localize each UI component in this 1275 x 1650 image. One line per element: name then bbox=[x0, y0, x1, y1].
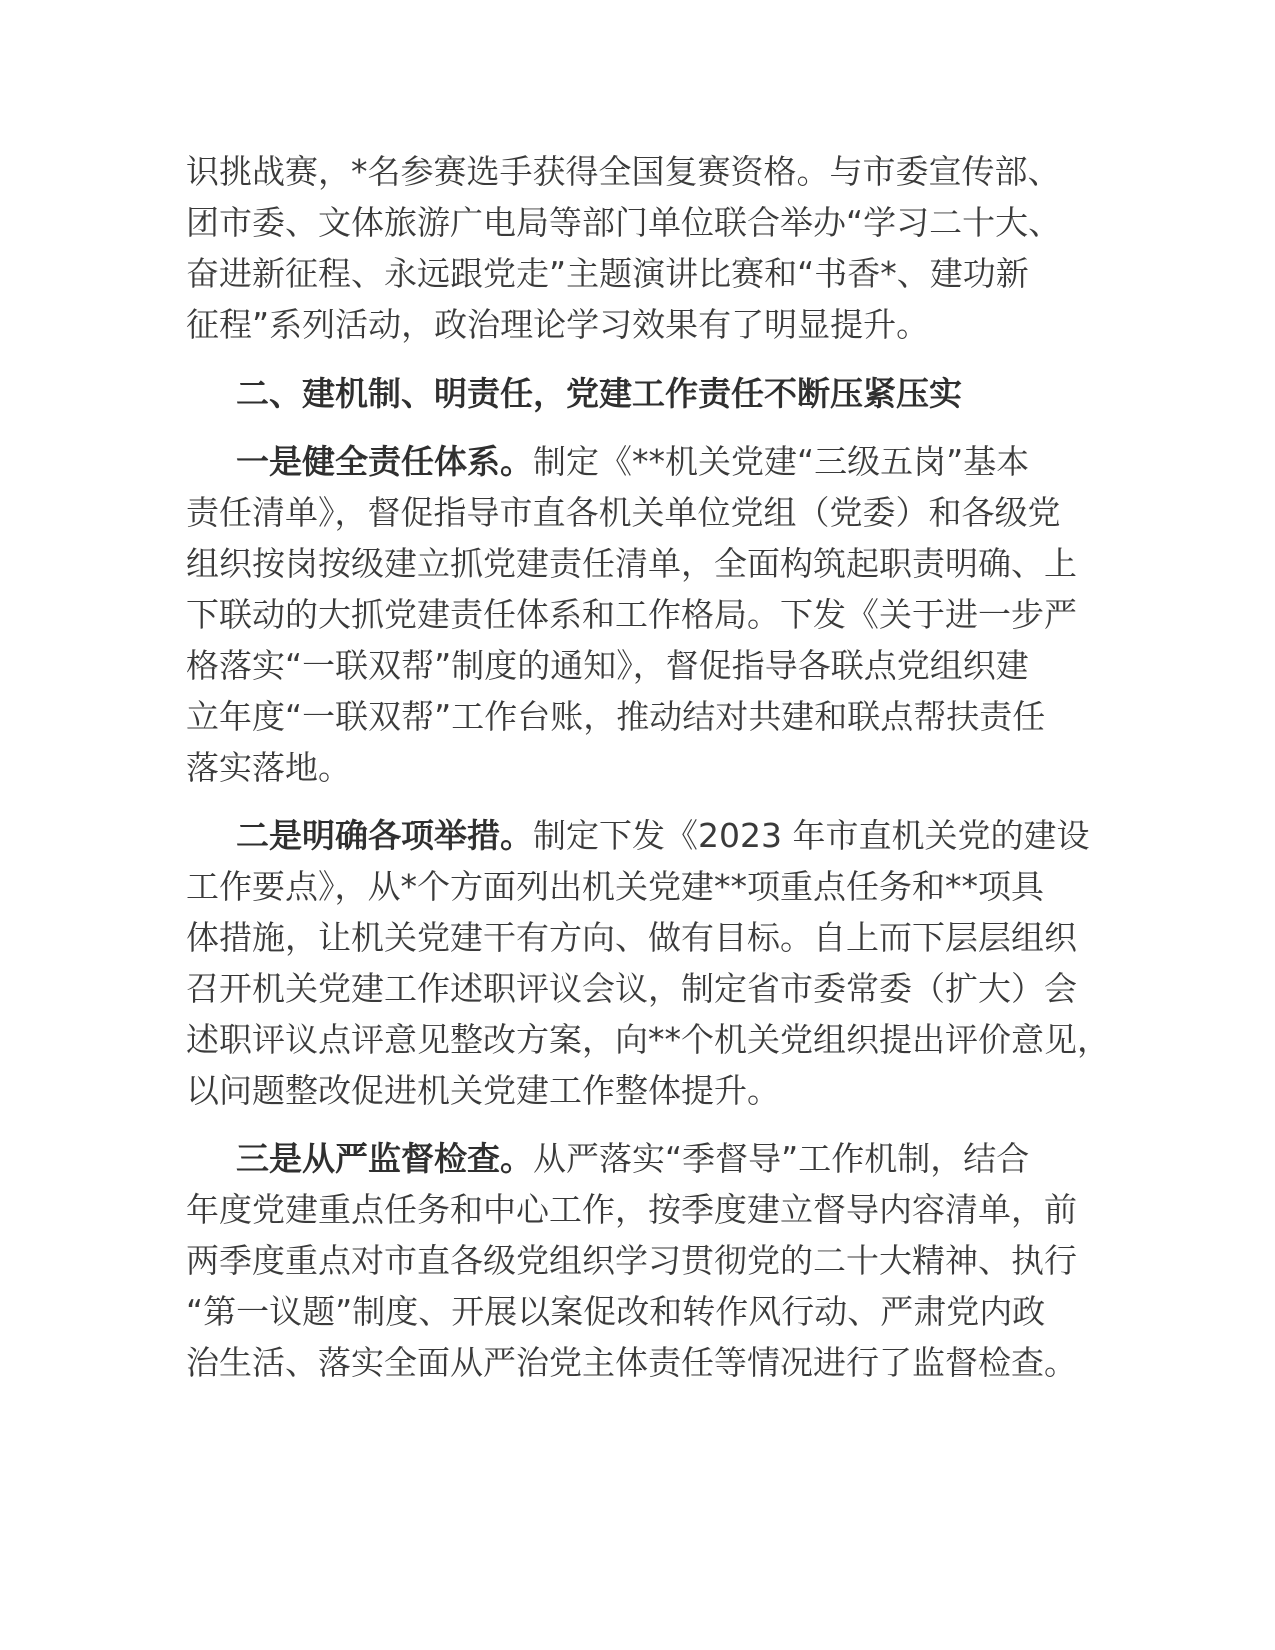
item-1-line: 下联动的大抓党建责任体系和工作格局。下发《关于进一步严 bbox=[186, 595, 1077, 634]
item-1-first-line-text: 制定《**机关党建“三级五岗”基本 bbox=[533, 442, 1030, 481]
item-1-lead: 一是健全责任体系。 bbox=[236, 442, 533, 481]
item-2-first-line-text: 制定下发《2023 年市直机关党的建设 bbox=[533, 816, 1090, 855]
intro-line: 识挑战赛，*名参赛选手获得全国复赛资格。与市委宣传部、 bbox=[186, 152, 1061, 191]
item-1-line: 立年度“一联双帮”工作台账，推动结对共建和联点帮扶责任 bbox=[186, 697, 1046, 736]
item-2-first-line bbox=[236, 816, 1089, 856]
intro-line: 征程”系列活动，政治理论学习效果有了明显提升。 bbox=[186, 305, 930, 344]
item-2-line: 述职评议点评意见整改方案，向**个机关党组织提出评价意见， bbox=[186, 1020, 1110, 1059]
item-1-line: 落实落地。 bbox=[186, 748, 351, 787]
item-2-lead: 二是明确各项举措。 bbox=[236, 816, 533, 855]
item-2-line: 工作要点》，从*个方面列出机关党建**项重点任务和**项具 bbox=[186, 867, 1044, 906]
item-3-line: 治生活、落实全面从严治党主体责任等情况进行了监督检查。 bbox=[186, 1343, 1077, 1382]
item-2-line: 召开机关党建工作述职评议会议，制定省市委常委（扩大）会 bbox=[186, 969, 1077, 1008]
item-1-first-line bbox=[236, 442, 1029, 482]
item-3-first-line-text: 从严落实“季督导”工作机制，结合 bbox=[533, 1139, 1030, 1178]
item-3-line: 两季度重点对市直各级党组织学习贯彻党的二十大精神、执行 bbox=[186, 1241, 1077, 1280]
item-3-lead: 三是从严监督检查。 bbox=[236, 1139, 533, 1178]
item-1-line: 组织按岗按级建立抓党建责任清单，全面构筑起职责明确、上 bbox=[186, 544, 1077, 583]
item-1-line: 责任清单》，督促指导市直各机关单位党组（党委）和各级党 bbox=[186, 493, 1061, 532]
item-3-first-line bbox=[236, 1139, 1029, 1179]
intro-line: 团市委、文体旅游广电局等部门单位联合举办“学习二十大、 bbox=[186, 203, 1062, 242]
item-1-line: 格落实“一联双帮”制度的通知》，督促指导各联点党组织建 bbox=[186, 646, 1029, 685]
item-2-line: 体措施，让机关党建干有方向、做有目标。自上而下层层组织 bbox=[186, 918, 1077, 957]
item-3-line: “第一议题”制度、开展以案促改和转作风行动、严肃党内政 bbox=[186, 1292, 1046, 1331]
section-heading: 二、建机制、明责任，党建工作责任不断压紧压实 bbox=[236, 374, 962, 413]
intro-line: 奋进新征程、永远跟党走”主题演讲比赛和“书香*、建功新 bbox=[186, 254, 1029, 293]
item-2-line: 以问题整改促进机关党建工作整体提升。 bbox=[186, 1071, 780, 1110]
item-3-line: 年度党建重点任务和中心工作，按季度建立督导内容清单，前 bbox=[186, 1190, 1077, 1229]
